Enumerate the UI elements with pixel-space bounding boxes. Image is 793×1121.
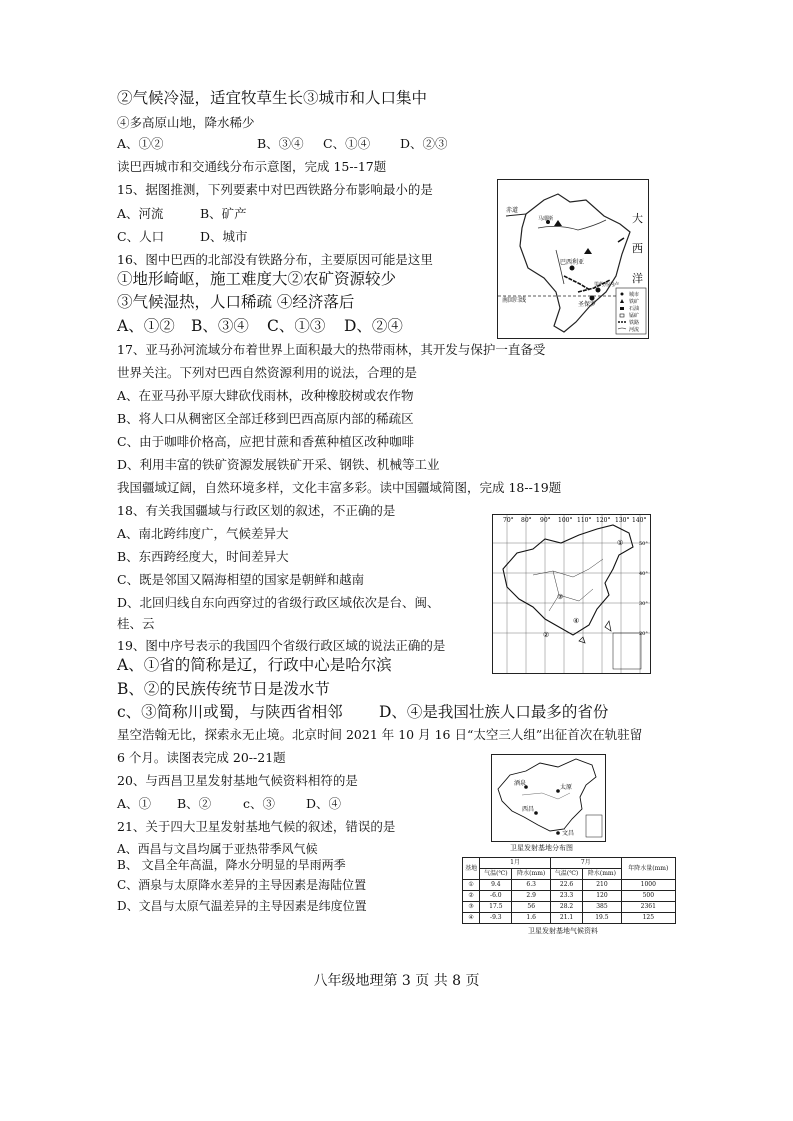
q17-option-d: D、利用丰富的铁矿资源发展铁矿开采、钢铁、机械等工业 <box>117 457 440 472</box>
header-annual: 年降水量(mm) <box>621 858 675 880</box>
brasilia-label: 巴西利亚 <box>560 259 585 266</box>
option-line-2: ④多高原山地，降水稀少 <box>117 115 255 130</box>
cell: 17.5 <box>480 902 512 913</box>
tropic-label: 南回归线 <box>502 297 527 304</box>
site-wenchang: 文昌 <box>562 830 575 837</box>
equator-line <box>506 214 526 216</box>
china-map <box>492 514 651 674</box>
intro-20-21: 星空浩翰无比，探索永无止境。北京时间 2021 年 10 月 16 日“太空三人组”出征首次在轨驻留 <box>117 727 643 742</box>
option-b: B、③④ <box>191 317 249 335</box>
climate-table <box>462 857 676 924</box>
option-a: A、河流 <box>117 206 164 221</box>
cell: 1000 <box>621 880 675 891</box>
q21-option-d: D、文昌与太原气温差异的主导因素是纬度位置 <box>117 899 367 913</box>
intro-15-17: 读巴西城市和交通线分布示意图，完成 15--17题 <box>117 159 387 174</box>
cell: 6.3 <box>512 880 550 891</box>
cell: 28.2 <box>550 902 582 913</box>
lat-30: 30° <box>639 601 648 607</box>
header-jul: 7月 <box>550 858 621 869</box>
cell: ② <box>463 891 480 902</box>
q19-option-b: B、②的民族传统节日是泼水节 <box>117 680 330 698</box>
cell: 2361 <box>621 902 675 913</box>
cell: 500 <box>621 891 675 902</box>
lon-90: 90° <box>540 517 551 524</box>
lat-50: 50° <box>639 541 648 547</box>
question-20: 20、与西昌卫星发射基地气候资料相符的是 <box>117 773 358 788</box>
q19-option-c: c、③简称川或蜀，与陕西省相邻 <box>117 703 343 721</box>
question-15: 15、据图推测，下列要素中对巴西铁路分布影响最小的是 <box>117 182 433 197</box>
header-jan: 1月 <box>480 858 551 869</box>
cell: 19.5 <box>583 913 621 924</box>
option-line-1: ②气候冷湿，适宜牧草生长③城市和人口集中 <box>117 89 428 107</box>
q19-option-d: D、④是我国壮族人口最多的省份 <box>379 703 609 721</box>
question-17: 17、亚马孙河流域分布着世界上面积最大的热带雨林，其开发与保护一直备受 <box>117 342 546 357</box>
option-d: D、②④ <box>344 317 403 335</box>
question-17-cont: 世界关注。下列对巴西自然资源利用的说法，合理的是 <box>117 365 418 380</box>
province-3: ③ <box>557 593 564 601</box>
launch-map-caption: 卫星发射基地分布图 <box>510 844 573 852</box>
cell: 56 <box>512 902 550 913</box>
option-c: C、①③ <box>267 317 326 335</box>
launch-map-drawing <box>492 755 605 841</box>
subheader: 降水(mm) <box>583 869 621 880</box>
cell: 210 <box>583 880 621 891</box>
cell: 22.6 <box>550 880 582 891</box>
table-row <box>463 880 676 891</box>
cell: 9.4 <box>480 880 512 891</box>
option-d: D、④ <box>306 796 342 811</box>
lon-110: 110° <box>577 517 592 524</box>
option-a: A、① <box>117 796 152 811</box>
legend-city: 城市 <box>629 292 640 298</box>
q21-option-a: A、西昌与文昌均属于亚热带季风气候 <box>117 842 318 856</box>
q17-option-c: C、由于咖啡价格高，应把甘蔗和香蕉种植区改种咖啡 <box>117 434 415 449</box>
q18-option-a: A、南北跨纬度广，气候差异大 <box>117 526 289 541</box>
page-footer: 八年级地理第 3 页 共 8 页 <box>313 973 480 989</box>
option-b: B、③④ <box>257 136 304 151</box>
cell: ① <box>463 880 480 891</box>
legend-iron: 铁矿 <box>629 299 640 305</box>
ocean-label-2: 西 <box>632 242 643 255</box>
lon-130: 130° <box>615 517 630 524</box>
sao-paulo-label: 圣保罗 <box>578 301 597 308</box>
cell: 385 <box>583 902 621 913</box>
cell: -9.3 <box>480 913 512 924</box>
lon-120: 120° <box>596 517 611 524</box>
options-20 <box>117 796 342 811</box>
q18-option-d: D、北回归线自东向西穿过的省级行政区域依次是台、闽、 <box>117 595 440 610</box>
q19-option-a: A、①省的简称是辽，行政中心是哈尔滨 <box>117 656 392 674</box>
cell: 2.9 <box>512 891 550 902</box>
q17-option-a: A、在亚马孙平原大肆砍伐雨林，改种橡胶树或农作物 <box>117 388 414 403</box>
table-row <box>463 913 676 924</box>
q17-option-b: B、将人口从稠密区全部迁移到巴西高原内部的稀疏区 <box>117 411 414 426</box>
brazil-map-drawing <box>498 180 648 338</box>
cell: ④ <box>463 913 480 924</box>
table-row <box>463 891 676 902</box>
legend-manganese: 锰矿 <box>629 313 640 319</box>
question-21: 21、关于四大卫星发射基地气候的叙述，错误的是 <box>117 819 396 834</box>
question-16: 16、图中巴西的北部没有铁路分布，主要原因可能是这里 <box>117 252 433 267</box>
brazil-map <box>497 179 649 339</box>
table-corner: 基地 <box>463 858 480 880</box>
ocean-label-1: 大 <box>632 212 643 225</box>
intro-20-21-cont: 6 个月。读图表完成 20--21题 <box>117 750 286 765</box>
cell: -6.0 <box>480 891 512 902</box>
cell: 120 <box>583 891 621 902</box>
equator-label: 赤道 <box>506 207 519 214</box>
cell: 1.6 <box>512 913 550 924</box>
option-b: B、矿产 <box>200 206 247 221</box>
table-row <box>463 902 676 913</box>
option-c: C、①④ <box>323 136 371 151</box>
legend-river: 河流 <box>629 327 640 333</box>
options-15-ab <box>117 206 247 221</box>
lat-20: 20° <box>639 631 648 637</box>
cell: 23.3 <box>550 891 582 902</box>
site-xichang: 西昌 <box>522 806 535 813</box>
launch-base-map <box>491 754 606 842</box>
option-a: A、①② <box>117 317 175 335</box>
lon-100: 100° <box>558 517 573 524</box>
q16-stmt-a: ①地形崎岖，施工难度大②农矿资源较少 <box>117 270 397 288</box>
q18-option-c: C、既是邻国又隔海相望的国家是朝鲜和越南 <box>117 572 365 587</box>
cell: 125 <box>621 913 675 924</box>
legend-railway: 铁路 <box>629 320 640 326</box>
options-15-cd <box>117 229 248 244</box>
province-2: ② <box>543 631 550 639</box>
question-18: 18、有关我国疆域与行政区划的叙述，不正确的是 <box>117 503 396 518</box>
option-a: A、①② <box>117 136 164 151</box>
legend-oil: 石油 <box>629 306 640 312</box>
q21-option-c: C、酒泉与太原降水差异的主导因素是海陆位置 <box>117 878 367 892</box>
option-b: B、② <box>177 796 212 811</box>
intro-18-19: 我国疆域辽阔，自然环境多样，文化丰富多彩。读中国疆域简图，完成 18--19题 <box>117 480 562 495</box>
site-taiyuan: 太原 <box>560 784 573 791</box>
lon-80: 80° <box>521 517 532 524</box>
q19-options-cd <box>117 703 609 721</box>
province-4: ④ <box>573 617 580 625</box>
q18-option-d-cont: 桂、云 <box>117 616 155 631</box>
q21-option-b: B、 文昌全年高温，降水分明显的旱雨两季 <box>117 858 346 872</box>
cell: 21.1 <box>550 913 582 924</box>
subheader: 降水(mm) <box>512 869 550 880</box>
china-map-drawing <box>493 515 650 673</box>
option-d: D、城市 <box>200 229 248 244</box>
province-1: ① <box>617 539 624 547</box>
option-c: C、人口 <box>117 229 165 244</box>
options-16 <box>117 317 403 335</box>
options-row-14 <box>117 136 448 151</box>
q16-stmt-b: ③气候湿热，人口稀疏 ④经济落后 <box>117 293 355 311</box>
ocean-label-3: 洋 <box>632 272 643 285</box>
q18-option-b: B、东西跨经度大，时间差异大 <box>117 549 289 564</box>
option-c: c、③ <box>243 796 276 811</box>
question-19: 19、图中序号表示的我国四个省级行政区域的说法正确的是 <box>117 638 446 653</box>
manaus-label: 马瑙斯 <box>538 216 554 222</box>
site-jiuquan: 酒泉 <box>514 780 527 787</box>
option-d: D、②③ <box>400 136 448 151</box>
lon-140: 140° <box>632 517 647 524</box>
rio-label: 里约热内卢 <box>594 282 620 288</box>
subheader: 气温(℃) <box>480 869 512 880</box>
lat-40: 40° <box>639 571 648 577</box>
subheader: 气温(℃) <box>550 869 582 880</box>
cell: ③ <box>463 902 480 913</box>
climate-table-caption: 卫星发射基地气候资料 <box>528 927 598 935</box>
lon-70: 70° <box>503 517 514 524</box>
